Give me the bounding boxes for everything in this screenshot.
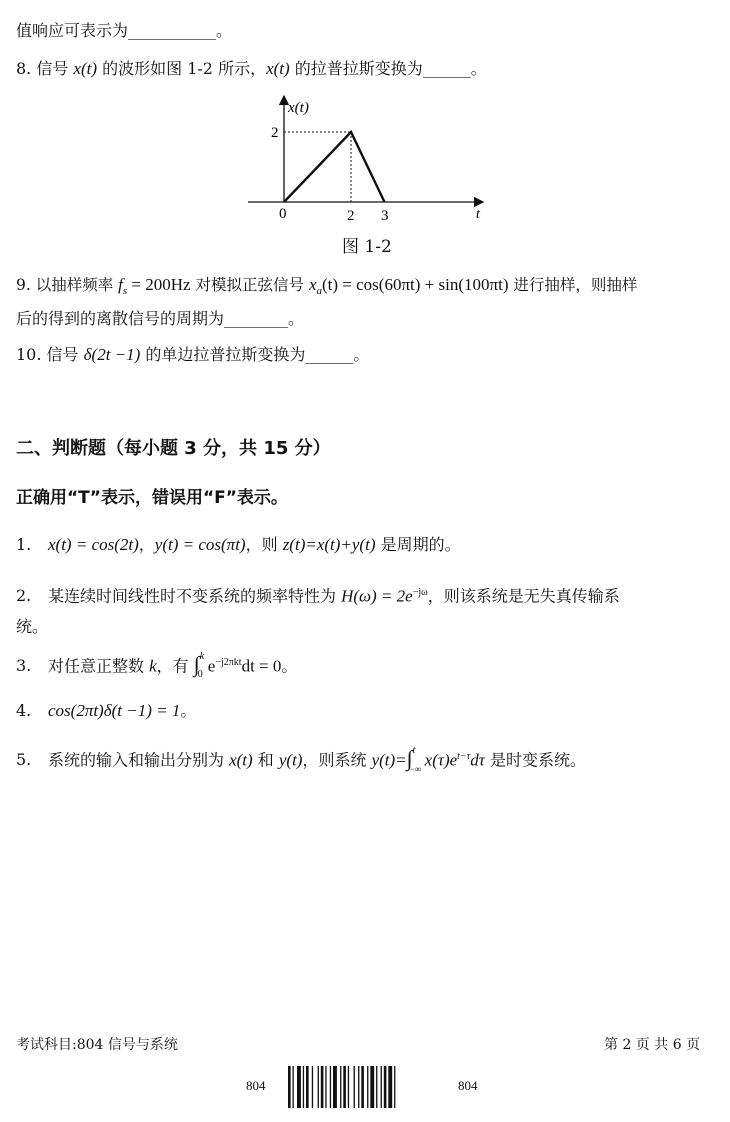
barcode-bar [306,1066,309,1108]
q9-fs-sub: s [122,285,128,298]
tf3-upper-limit: k [199,651,205,662]
tf5-y: y(t) [278,750,303,770]
signal-waveform [284,132,385,202]
q9-prefix: 9. 以抽样频率 [16,276,119,294]
q9-text-2: 进行抽样，则抽样 [508,276,638,294]
tf1-text-1: ，则 [245,535,283,554]
question-9-line-2: 后的得到的离散信号的周期为________。 [16,309,305,328]
barcode-bar [330,1066,331,1108]
section-instruction: 正确用“T”表示，错误用“F”表示。 [16,488,288,508]
y-tick-2: 2 [271,125,279,141]
tf-question-3 [16,651,298,680]
tf3-exponent: −j2πkt [215,657,242,668]
barcode-code-right: 804 [458,1078,478,1093]
tf3-text-2: ，有 [156,656,194,676]
figure-1-2 [238,90,498,260]
question-9-line-1 [16,274,637,302]
tf1-x: x(t) = cos(2t) [48,535,139,554]
barcode-bar [376,1066,377,1108]
barcode-bar [293,1066,294,1108]
barcode-bar [381,1066,382,1108]
tf4-end: 。 [180,701,197,720]
barcode-bar [321,1066,324,1108]
barcode-bar [388,1066,392,1108]
tf5-text-2: ，则系统 [302,750,372,770]
exam-subject: 考试科目:804 信号与系统 [16,1037,178,1053]
tf5-text-1: 系统的输入和输出分别为 [48,750,230,770]
barcode-bar [384,1066,387,1108]
tf5-text-3: 是时变系统。 [484,750,586,770]
barcode-bar [367,1066,368,1108]
barcode-bar [354,1066,355,1108]
q9-fs: f [118,275,123,294]
barcode-bar [358,1066,359,1108]
tf3-integrand: e [207,656,216,676]
barcode-bar [361,1066,364,1108]
tf-question-5 [16,745,586,774]
question-10 [16,344,369,366]
barcode-bar [348,1066,349,1108]
question-8 [16,58,487,80]
barcode-bar [297,1066,301,1108]
barcode-bar [394,1066,395,1108]
tf-question-4 [16,700,196,722]
tf2-text-1: 某连续时间线性时不变系统的频率特性为 [48,586,342,606]
tf2-exponent: −jω [412,587,428,598]
q8-signal: x(t) [73,59,98,78]
tf5-dtau: dτ [470,750,485,770]
barcode-code-left: 804 [246,1078,266,1093]
page-number: 第 2 页 共 6 页 [604,1037,701,1053]
q9-text: 对模拟正弦信号 [190,276,309,294]
q8-prefix: 8. 信号 [16,59,74,78]
tf1-sep: ， [138,535,155,554]
tf4-expression: cos(2πt)δ(t −1) = 1 [48,701,181,720]
q10-prefix: 10. 信号 [16,345,84,364]
tf5-number: 5. [16,750,32,770]
q9-xa-sub: a [316,285,322,298]
barcode-bar [343,1066,346,1108]
x-tick-3: 3 [381,208,389,224]
tf-question-2 [16,582,620,607]
tf3-tail: dt = 0 [241,656,282,676]
barcode-bar [333,1066,337,1108]
tf5-exponent: t−τ [457,751,471,762]
tf2-number: 2. [16,586,32,606]
tf2-expression: H(ω) = 2e [341,586,413,606]
q9-xa: x [308,275,317,294]
tf1-text-2: 是周期的。 [375,535,461,554]
tf5-x: x(t) [229,750,253,770]
q7-tail: 值响应可表示为___________。 [16,21,233,40]
q8-suffix: 的拉普拉斯变换为______。 [289,59,487,78]
tf1-z: z(t)=x(t)+y(t) [282,535,376,554]
tf-question-1 [16,534,461,556]
q9-fs-value: = 200Hz [127,275,191,294]
tf1-y: y(t) = cos(πt) [154,535,246,554]
barcode-icon [286,1066,446,1108]
tf4-number: 4. [16,701,32,720]
q9-expression: (t) = cos(60πt) + sin(100πt) [322,275,509,294]
integral-sign-icon: ∫ [193,651,200,677]
tf3-end: 。 [281,656,298,676]
tf3-number: 3. [16,656,32,676]
barcode-bar [340,1066,341,1108]
tf3-k: k [149,656,157,676]
x-tick-0: 0 [279,206,287,222]
barcode-bar [303,1066,304,1108]
tf3-lower-limit: 0 [197,669,203,680]
q8-signal-2: x(t) [266,59,290,78]
y-axis-label: x(t) [288,100,309,116]
section-title: 二、判断题（每小题 3 分，共 15 分） [16,438,331,459]
tf2-text-2: ，则该系统是无失真传输系 [427,586,620,606]
tf5-lower-limit: −∞ [409,764,422,774]
tf5-integrand: x(τ)e [424,750,458,770]
barcode-bar [318,1066,319,1108]
tf1-number: 1. [16,535,32,554]
tf3-text-1: 对任意正整数 [48,656,150,676]
q10-expression: δ(2t −1) [83,345,141,364]
q10-suffix: 的单边拉普拉斯变换为______。 [140,345,370,364]
q8-mid: 的波形如图 1-2 所示， [97,59,267,78]
barcode-bar [370,1066,374,1108]
tf5-upper-limit: t [412,745,416,756]
tf5-lhs: y(t)= [371,750,407,770]
barcode-block [246,1066,486,1108]
barcode-bar [288,1066,291,1108]
barcode-bar [312,1066,313,1108]
tf-question-2-line-2: 统。 [16,617,49,636]
figure-caption: 图 1-2 [342,237,392,257]
x-tick-2: 2 [347,208,355,224]
integral-sign-icon-2: ∫ [406,745,413,771]
barcode-bar [325,1066,326,1108]
tf5-and: 和 [252,750,279,770]
x-axis-label: t [476,207,480,222]
